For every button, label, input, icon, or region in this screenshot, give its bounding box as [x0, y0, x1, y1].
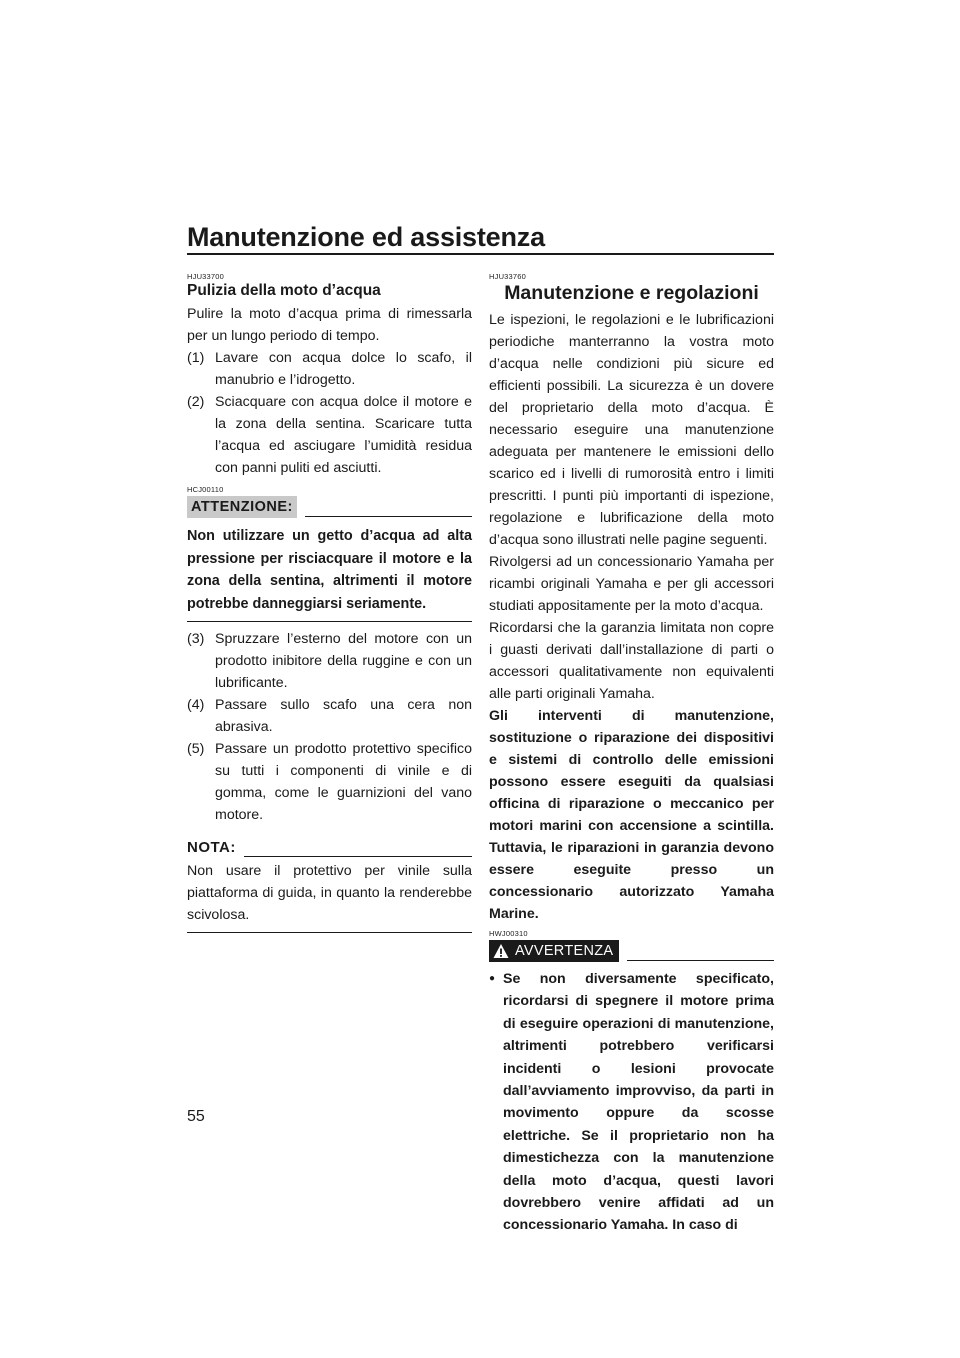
list-item [187, 738, 472, 826]
caution-text: Non utilizzare un getto d’acqua ad alta pressione per risciacquare il motore e la zona della sentina, altrimenti il motore potrebbe danneggiarsi seriamente. [187, 528, 472, 612]
step-number: (4) [187, 697, 205, 713]
left-column [187, 272, 472, 933]
warning-rule [627, 960, 774, 961]
warning-text: Se non diversamente specificato, ricordarsi di spegnere il motore prima di eseguire operazioni di manutenzione, altrimenti potrebbero verificarsi incidenti o lesioni provocate dall’avviamento improvviso, da parti in movimento oppure da scosse elettriche. Se il proprietario non ha dimestichezza con la manutenzione della moto d’acqua, questi lavori dovrebbero venire affidati ad un concessionario Yamaha. In caso di [503, 971, 774, 1234]
step-number: (2) [187, 394, 205, 410]
note-header [187, 838, 472, 858]
step-text: Spruzzare l’esterno del motore con un prodotto inibitore della ruggine e con un lubrificante. [215, 631, 472, 691]
step-number: (3) [187, 631, 205, 647]
section-heading-cleaning: Pulizia della moto d’acqua [187, 282, 381, 299]
bullet-symbol: ● [489, 973, 496, 984]
right-column [489, 272, 774, 1237]
page-title: Manutenzione ed assistenza [187, 222, 545, 252]
step-text: Lavare con acqua dolce lo scafo, il manubrio e l’idrogetto. [215, 350, 472, 388]
warning-list [489, 968, 774, 1237]
list-item [187, 694, 472, 738]
paragraph-warranty: Ricordarsi che la garanzia limitata non copre i guasti derivati dall’installazione di parti o accessori qualitativamente non equivalenti alle parti originali Yamaha. [489, 620, 774, 702]
note-text: Non usare il protettivo per vinile sulla piattaforma di guida, in quanto la renderebbe scivolosa. [187, 863, 472, 923]
caution-rule [305, 516, 472, 517]
paragraph-emissions: Gli interventi di manutenzione, sostituzione o riparazione dei dispositivi e sistemi di controllo delle emissioni possono essere eseguiti da qualsiasi officina di riparazione o meccanico per motori marini con accensione a scintilla. Tuttavia, le riparazioni in garanzia devono essere eseguite presso un concessionario autorizzato Yamaha Marine. [489, 708, 774, 922]
step-text: Passare sullo scafo una cera non abrasiva. [215, 697, 472, 735]
list-item [187, 391, 472, 479]
step-number: (1) [187, 350, 205, 366]
caution-code: HCJ00110 [187, 485, 224, 494]
intro-paragraph: Pulire la moto d’acqua prima di rimessarla per un lungo periodo di tempo. [187, 306, 472, 344]
warning-label: AVVERTENZA [515, 943, 614, 959]
paragraph-inspections: Le ispezioni, le regolazioni e le lubrificazioni periodiche manterranno la vostra moto d’acqua nelle condizioni più sicure ed efficienti possibili. La sicurezza è un dovere del proprietario della moto d’acqua. È necessario eseguire una manutenzione adeguata per mantenere le emissioni dello scarico ed i livelli di rumorosità entro i limiti prescritti. I punti più importanti di ispezione, regolazione e lubrificazione della moto d’acqua sono illustrati nelle pagine seguenti. [489, 312, 774, 548]
caution-label: ATTENZIONE: [187, 496, 297, 518]
warning-badge [489, 940, 619, 962]
note-end-rule [187, 932, 472, 933]
warning-header [489, 940, 774, 962]
note-label: NOTA: [187, 839, 236, 856]
caution-header [187, 496, 472, 518]
paragraph-dealer: Rivolgersi ad un concessionario Yamaha per ricambi originali Yamaha e per gli accessori studiati appositamente per la moto d’acqua. [489, 554, 774, 614]
warning-triangle-icon [493, 943, 509, 959]
list-item [187, 347, 472, 391]
step-text: Sciacquare con acqua dolce il motore e la zona della sentina. Scaricare tutta l’acqua ed asciugare l’umidità residua con panni puliti ed asciutti. [215, 394, 472, 476]
list-item [187, 628, 472, 694]
steps-list-a [187, 347, 472, 479]
section-code: HJU33700 [187, 272, 225, 281]
page-number: 55 [187, 1108, 205, 1125]
warning-code: HWJ00310 [489, 929, 528, 938]
list-item [489, 968, 774, 1237]
steps-list-b [187, 628, 472, 826]
note-rule [244, 856, 472, 857]
title-rule [187, 253, 774, 255]
section-code: HJU33760 [489, 272, 527, 281]
step-number: (5) [187, 741, 205, 757]
section-heading-maintenance: Manutenzione e regolazioni [504, 282, 759, 304]
caution-end-rule [187, 621, 472, 622]
step-text: Passare un prodotto protettivo specifico su tutti i componenti di vinile e di gomma, come le guarnizioni del vano motore. [215, 741, 472, 823]
